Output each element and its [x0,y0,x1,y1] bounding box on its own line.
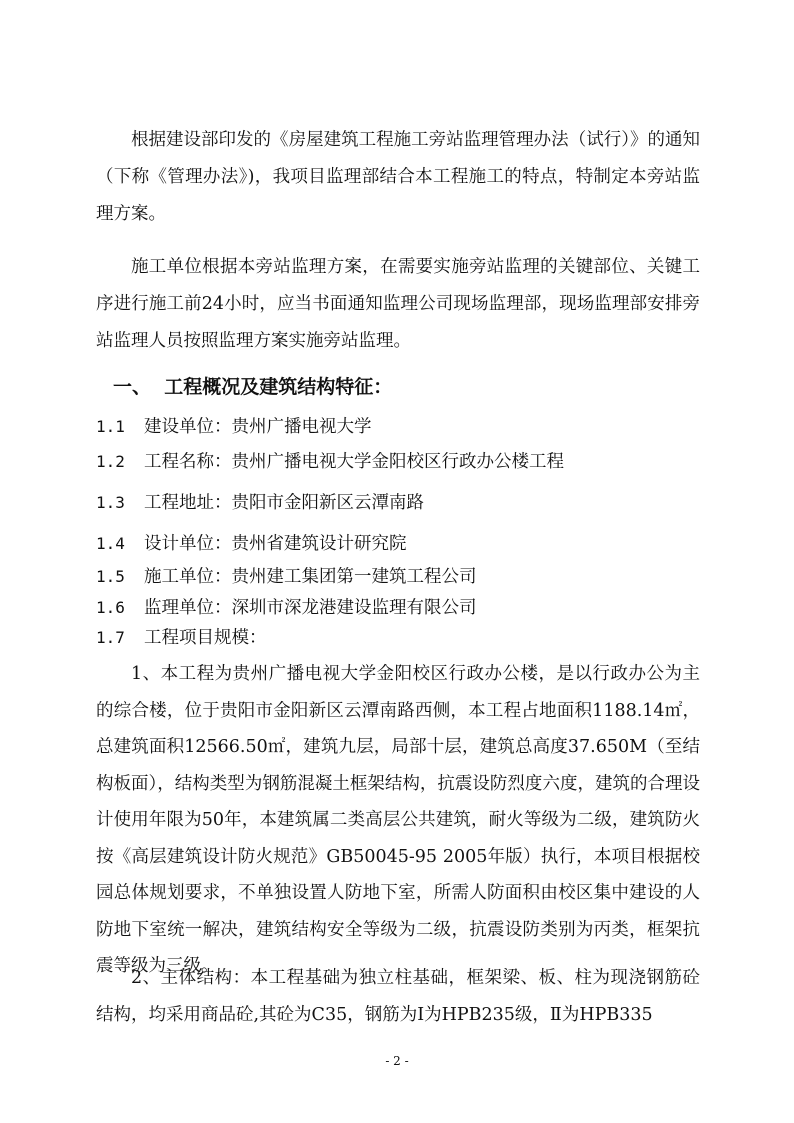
item-text: 监理单位：深圳市深龙港建设监理有限公司 [144,598,477,618]
info-item-project-scale [96,623,267,653]
item-number: 1.6 [96,598,125,617]
scale-paragraph-2: 2、主体结构：本工程基础为独立柱基础，框架梁、板、柱为现浇钢筋砼结构，均采用商品砼,其砼为C35，钢筋为Ⅰ为HPB235级，Ⅱ为HPB335 [96,968,700,1025]
intro-paragraph-2: 施工单位根据本旁站监理方案，在需要实施旁站监理的关键部位、关键工序进行施工前24小时，应当书面通知监理公司现场监理部，现场监理部安排旁站监理人员按照监理方案实施旁站监理。 [96,257,700,351]
item-number: 1.3 [96,493,125,512]
item-number: 1.1 [96,417,125,436]
item-number: 1.5 [96,567,125,586]
info-item-construction-unit [96,412,372,442]
item-text: 工程地址：贵阳市金阳新区云潭南路 [144,493,424,513]
item-text: 施工单位：贵州建工集团第一建筑工程公司 [144,567,477,587]
info-item-contractor [96,562,477,592]
item-text: 工程名称：贵州广播电视大学金阳校区行政办公楼工程 [144,452,564,472]
item-number: 1.7 [96,628,125,647]
info-item-project-address [96,488,424,518]
item-text: 设计单位：贵州省建筑设计研究院 [144,534,407,554]
section-heading: 一、 工程概况及建筑结构特征： [113,376,393,398]
item-text: 工程项目规模： [144,628,267,648]
info-item-supervision-unit [96,593,477,623]
item-number: 1.2 [96,452,125,471]
page-number: - 2 - [385,1054,409,1068]
scale-paragraph-1: 1、本工程为贵州广播电视大学金阳校区行政办公楼，是以行政办公为主的综合楼，位于贵阳市金阳新区云潭南路西侧，本工程占地面积1188.14㎡，总建筑面积12566.50㎡，建筑九层，局部十层，建筑总高度37.650M（至结构板面），结构类型为钢筋混凝土框架结构，抗震设防烈度六度，建筑的合理设计使用年限为50年，本建筑属二类高层公共建筑，耐火等级为二级，建筑防火按《高层建筑设计防火规范》GB50045-95 2005年版）执行，本项目根据校园总体规划要求，不单独设置人防地下室，所需人防面积由校区集中建设的人防地下室统一解决，建筑结构安全等级为二级，抗震设防类别为丙类，框架抗震等级为三级。 [96,664,700,976]
info-item-design-unit [96,529,407,559]
item-number: 1.4 [96,534,125,553]
info-item-project-name [96,447,564,477]
intro-paragraph-1: 根据建设部印发的《房屋建筑工程施工旁站监理管理办法（试行）》的通知（下称《管理办法》)，我项目监理部结合本工程施工的特点，特制定本旁站监理方案。 [96,130,700,224]
item-text: 建设单位：贵州广播电视大学 [144,417,372,437]
